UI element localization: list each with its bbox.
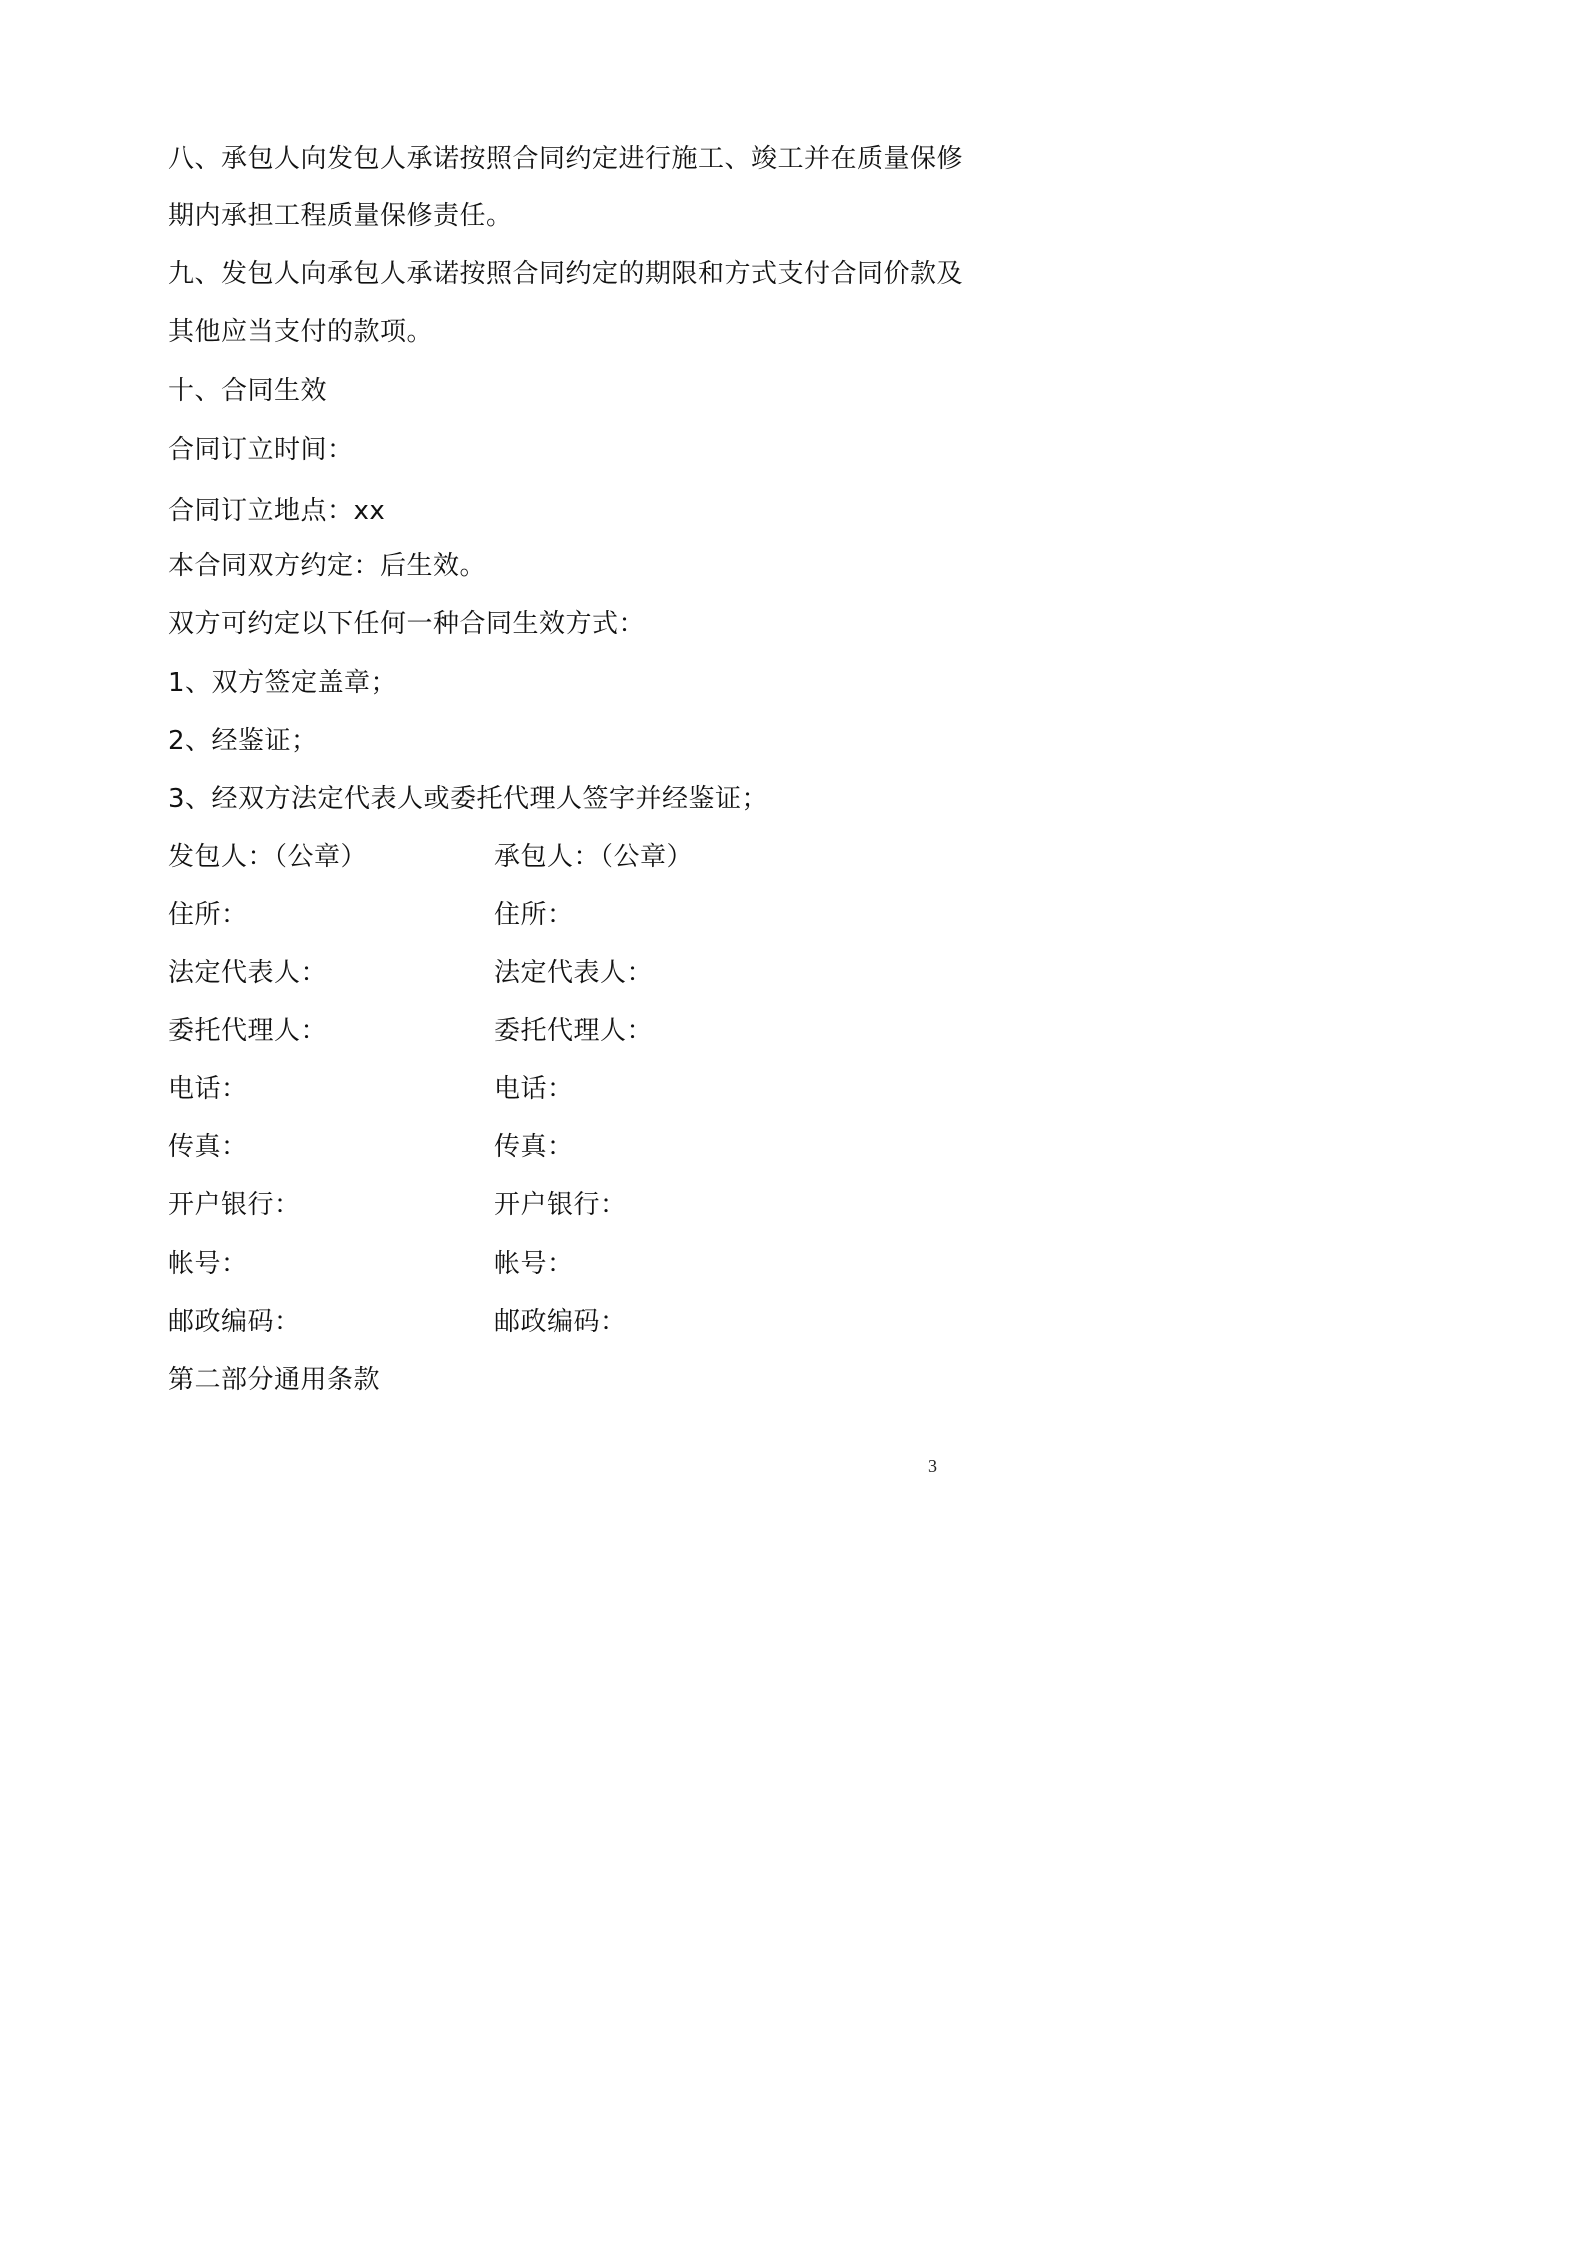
clause-9-line-2: 其他应当支付的款项。: [168, 317, 434, 347]
page-number: 3: [928, 1456, 937, 1476]
clause-8-line-1: 八、承包人向发包人承诺按照合同约定进行施工、竣工并在质量保修: [168, 144, 964, 174]
contractor-phone: 电话：: [494, 1074, 574, 1104]
clause-8-line-2: 期内承担工程质量保修责任。: [168, 201, 513, 231]
employer-phone: 电话：: [168, 1074, 248, 1104]
effect-methods-intro: 双方可约定以下任何一种合同生效方式：: [168, 609, 646, 639]
clause-10-title: 十、合同生效: [168, 376, 328, 406]
employer-legal-rep: 法定代表人：: [168, 958, 328, 988]
contractor-address: 住所：: [494, 900, 574, 930]
contractor-agent: 委托代理人：: [494, 1016, 654, 1046]
effect-method-2: 2、经鉴证；: [168, 726, 318, 756]
employer-bank: 开户银行：: [168, 1190, 301, 1220]
contractor-fax: 传真：: [494, 1132, 574, 1162]
contractor-bank: 开户银行：: [494, 1190, 627, 1220]
section-title: 第二部分通用条款: [168, 1365, 381, 1395]
employer-postcode: 邮政编码：: [168, 1307, 301, 1337]
employer-account: 帐号：: [168, 1249, 248, 1279]
effect-method-3: 3、经双方法定代表人或委托代理人签字并经鉴证；: [168, 784, 769, 814]
employer-agent: 委托代理人：: [168, 1016, 328, 1046]
sign-time: 合同订立时间：: [168, 435, 354, 465]
clause-9-line-1: 九、发包人向承包人承诺按照合同约定的期限和方式支付合同价款及: [168, 259, 964, 289]
contractor-party: 承包人：（公章）: [494, 842, 694, 872]
effect-agreement: 本合同双方约定：后生效。: [168, 551, 487, 581]
employer-fax: 传真：: [168, 1132, 248, 1162]
contractor-account: 帐号：: [494, 1249, 574, 1279]
effect-method-1: 1、双方签定盖章；: [168, 668, 398, 698]
contractor-legal-rep: 法定代表人：: [494, 958, 654, 988]
sign-place: 合同订立地点：xx: [168, 496, 386, 526]
employer-address: 住所：: [168, 900, 248, 930]
document-page: [0, 0, 1104, 1562]
contractor-postcode: 邮政编码：: [494, 1307, 627, 1337]
employer-party: 发包人：（公章）: [168, 842, 368, 872]
